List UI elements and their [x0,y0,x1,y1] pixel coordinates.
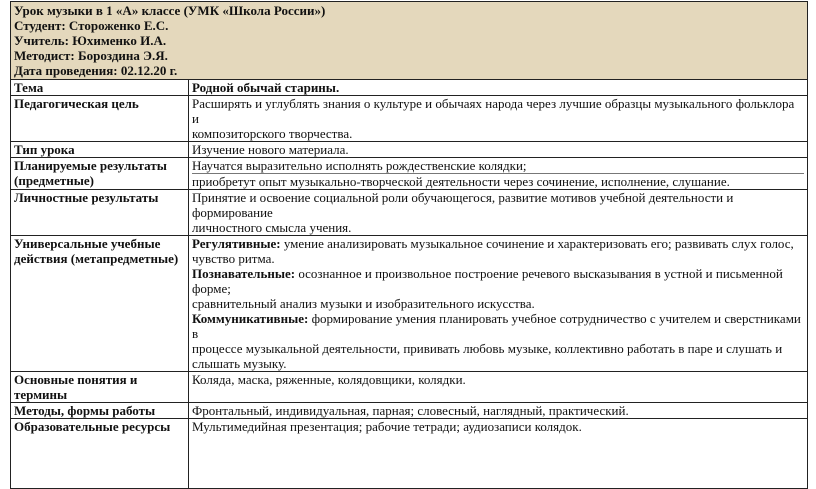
table-row-resources [11,419,808,489]
methods-label: Методы, формы работы [11,403,189,419]
concepts-label-line-1: Основные понятия и [14,372,138,387]
communicative-line-3: слышать музыку. [192,356,287,371]
resources-value: Мультимедийная презентация; рабочие тетради; аудиозаписи колядок. [189,419,808,489]
table-row-theme [11,80,808,96]
concepts-label-line-2: термины [14,387,68,402]
planned-line-2: приобретут опыт музыкально-творческой деятельности через сочинение, исполнение, слушание. [192,174,730,189]
regulative-line-1 [192,236,804,251]
personal-value [189,190,808,236]
universal-value [189,236,808,372]
planned-line-1: Научатся выразительно исполнять рождественские колядки; [192,158,804,174]
personal-line-2: личностного смысла учения. [192,220,352,235]
universal-label-line-2: действия (метапредметные) [14,251,179,266]
universal-label [11,236,189,372]
lesson-plan-table [10,1,808,489]
methods-value: Фронтальный, индивидуальная, парная; словесный, наглядный, практический. [189,403,808,419]
header-cell [11,2,808,80]
personal-line-1: Принятие и освоение социальной роли обучающегося, развитие мотивов учебной деятельности и формирование [192,190,734,220]
resources-label: Образовательные ресурсы [11,419,189,489]
concepts-label [11,372,189,403]
communicative-line-1 [192,311,804,341]
teacher-line: Учитель: Юхименко И.А. [14,33,167,48]
regulative-label: Регулятивные: [192,236,281,251]
planned-label-line-1: Планируемые результаты [14,158,167,173]
cognitive-text-1: осознанное и произвольное построение речевого высказывания в устной и письменной форме; [192,266,783,296]
regulative-line-2: чувство ритма. [192,251,275,266]
type-label: Тип урока [11,142,189,158]
goal-value [189,96,808,142]
goal-line-2: композиторского творчества. [192,126,353,141]
table-row-planned [11,158,808,190]
planned-value [189,158,808,190]
planned-label [11,158,189,190]
date-line: Дата проведения: 02.12.20 г. [14,63,178,78]
cognitive-line-1 [192,266,804,296]
regulative-text-1: умение анализировать музыкальное сочинение и характеризовать его; развивать слух голос, [280,236,794,251]
methodist-line: Методист: Бороздина Э.Я. [14,48,168,63]
student-line: Студент: Стороженко Е.С. [14,18,169,33]
universal-label-line-1: Универсальные учебные [14,236,161,251]
table-row-goal [11,96,808,142]
goal-line-1: Расширять и углублять знания о культуре и обычаях народа через лучшие образцы музыкального фольклора и [192,96,795,126]
concepts-value: Коляда, маска, ряженные, колядовщики, колядки. [189,372,808,403]
cognitive-line-2: сравнительный анализ музыки и изобразительного искусства. [192,296,535,311]
theme-label: Тема [11,80,189,96]
table-row-methods [11,403,808,419]
communicative-label: Коммуникативные: [192,311,309,326]
table-row-type [11,142,808,158]
personal-label: Личностные результаты [11,190,189,236]
lesson-plan [10,1,808,489]
table-row-universal [11,236,808,372]
header-row [11,2,808,80]
goal-label: Педагогическая цель [11,96,189,142]
theme-value: Родной обычай старины. [189,80,808,96]
communicative-line-2: процессе музыкальной деятельности, прививать любовь музыке, коллективно работать в паре и слушать и [192,341,783,356]
type-value: Изучение нового материала. [189,142,808,158]
planned-label-line-2: (предметные) [14,173,94,188]
table-row-personal [11,190,808,236]
lesson-title: Урок музыки в 1 «А» классе (УМК «Школа России») [14,3,326,18]
table-row-concepts [11,372,808,403]
cognitive-label: Познавательные: [192,266,296,281]
communicative-text-1: формирование умения планировать учебное сотрудничество с учителем и сверстниками в [192,311,801,341]
